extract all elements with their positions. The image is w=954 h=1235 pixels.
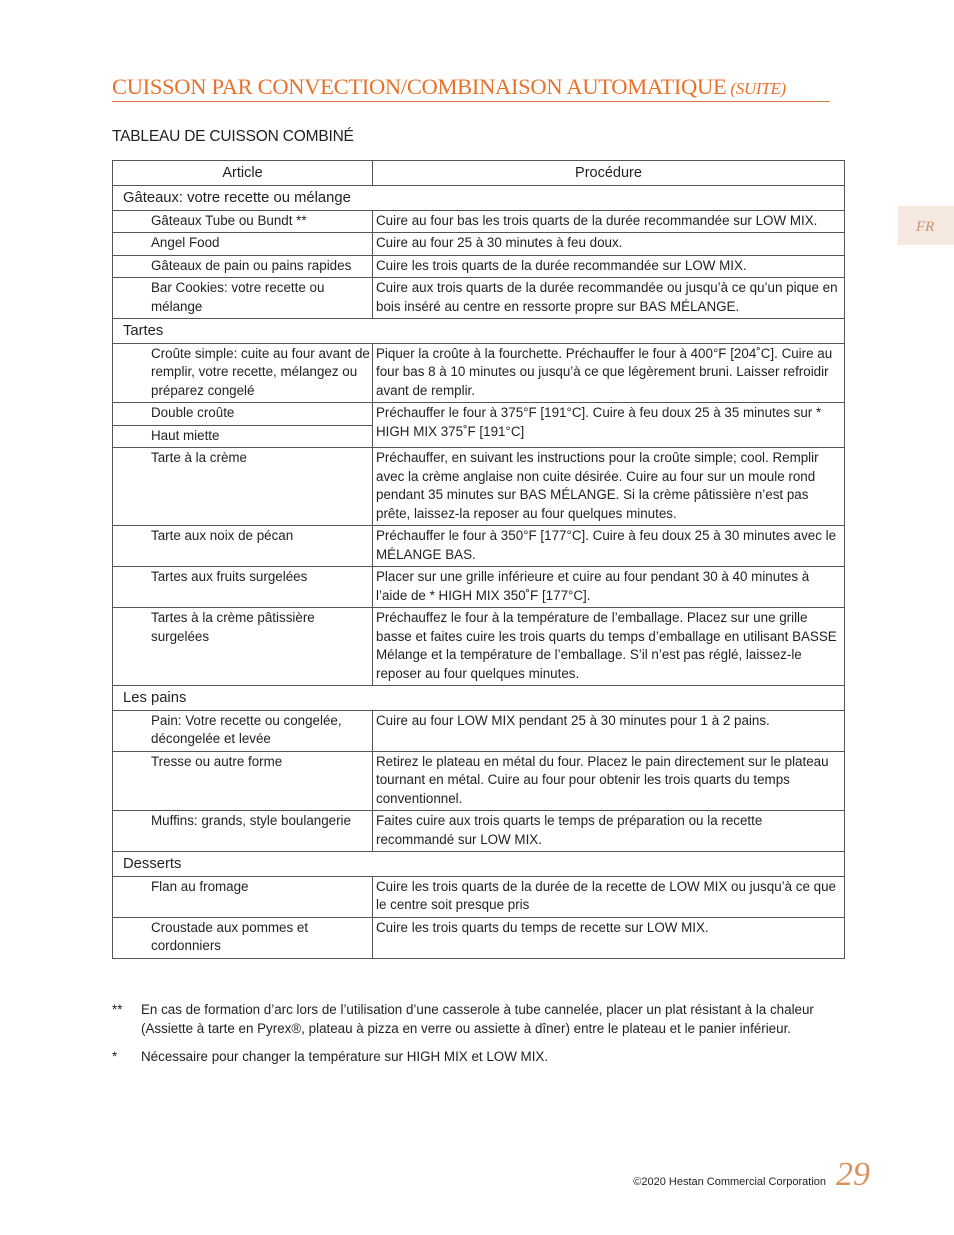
procedure-cell: Préchauffer le four à 375°F [191°C]. Cuire à feu doux 25 à 35 minutes sur * HIGH MIX 375˚F [191°C] bbox=[373, 403, 845, 448]
table-row bbox=[113, 278, 845, 319]
article-cell: Pain: Votre recette ou congelée, décongelée et levée bbox=[113, 710, 373, 751]
procedure-cell: Placer sur une grille inférieure et cuire au four pendant 30 à 40 minutes à l’aide de * HIGH MIX 350˚F [177°C]. bbox=[373, 567, 845, 608]
category-row bbox=[113, 319, 845, 344]
page-title-suffix: (SUITE) bbox=[730, 79, 786, 98]
article-cell: Flan au fromage bbox=[113, 876, 373, 917]
table-row bbox=[113, 210, 845, 233]
article-cell: Angel Food bbox=[113, 233, 373, 256]
procedure-cell: Cuire au four bas les trois quarts de la durée recommandée sur LOW MIX. bbox=[373, 210, 845, 233]
article-cell: Haut miette bbox=[113, 425, 373, 448]
category-label: Desserts bbox=[113, 852, 845, 877]
table-row bbox=[113, 811, 845, 852]
table-row bbox=[113, 608, 845, 686]
column-header-article: Article bbox=[113, 161, 373, 186]
copyright: ©2020 Hestan Commercial Corporation bbox=[633, 1176, 826, 1188]
table-row bbox=[113, 876, 845, 917]
table-row bbox=[113, 917, 845, 958]
table-row bbox=[113, 710, 845, 751]
section-title: TABLEAU DE CUISSON COMBINÉ bbox=[112, 128, 354, 145]
procedure-cell: Cuire les trois quarts de la durée de la recette de LOW MIX ou jusqu’à ce que le centre soit presque pris bbox=[373, 876, 845, 917]
category-row bbox=[113, 852, 845, 877]
article-cell: Bar Cookies: votre recette ou mélange bbox=[113, 278, 373, 319]
procedure-cell: Piquer la croûte à la fourchette. Préchauffer le four à 400°F [204˚C]. Cuire au four bas 8 à 10 minutes ou jusqu’à ce que légèrement bruni. Laisser refroidir avant de remplir. bbox=[373, 343, 845, 403]
page-number: 29 bbox=[836, 1156, 870, 1193]
procedure-cell: Préchauffer, en suivant les instructions pour la croûte simple; cool. Remplir avec la crème anglaise non cuite désirée. Cuire au four sur un moule rond pendant 35 minutes sur BAS MÉLANGE. Si la crème pâtissière n’est pas prête, laissez-la reposer au four quelques minutes. bbox=[373, 448, 845, 526]
footnote-text: En cas de formation d’arc lors de l’utilisation d’une casserole à tube cannelée, placer un plat résistant à la chaleur (Assiette à tarte en Pyrex®, plateau à pizza en verre ou assiette à dîner) entre le plateau et le panier inférieur. bbox=[141, 1002, 814, 1036]
table-row bbox=[113, 526, 845, 567]
procedure-cell: Cuire les trois quarts de la durée recommandée sur LOW MIX. bbox=[373, 255, 845, 278]
article-cell: Gâteaux de pain ou pains rapides bbox=[113, 255, 373, 278]
category-label: Les pains bbox=[113, 686, 845, 711]
footnote bbox=[112, 1047, 845, 1066]
footnote-mark: ** bbox=[112, 1002, 123, 1017]
category-row bbox=[113, 186, 845, 211]
table-row bbox=[113, 255, 845, 278]
article-cell: Tarte aux noix de pécan bbox=[113, 526, 373, 567]
table-row bbox=[113, 448, 845, 526]
footnotes bbox=[112, 1000, 845, 1075]
procedure-cell: Cuire aux trois quarts de la durée recommandée ou jusqu’à ce qu’un pique en bois inséré au centre en ressorte propre sur BAS MÉLANGE. bbox=[373, 278, 845, 319]
article-cell: Tarte à la crème bbox=[113, 448, 373, 526]
procedure-cell: Préchauffer le four à 350°F [177°C]. Cuire à feu doux 25 à 30 minutes avec le MÉLANGE BAS. bbox=[373, 526, 845, 567]
category-label: Gâteaux: votre recette ou mélange bbox=[113, 186, 845, 211]
footnote bbox=[112, 1000, 845, 1038]
procedure-cell: Cuire au four 25 à 30 minutes à feu doux. bbox=[373, 233, 845, 256]
footnote-text: Nécessaire pour changer la température sur HIGH MIX et LOW MIX. bbox=[141, 1049, 549, 1064]
language-tab-label: FR bbox=[916, 219, 935, 235]
language-tab bbox=[898, 206, 954, 245]
article-cell: Croustade aux pommes et cordonniers bbox=[113, 917, 373, 958]
article-cell: Double croûte bbox=[113, 403, 373, 426]
page-title-text: CUISSON PAR CONVECTION/COMBINAISON AUTOMATIQUE bbox=[112, 74, 727, 99]
procedure-cell: Cuire les trois quarts du temps de recette sur LOW MIX. bbox=[373, 917, 845, 958]
table-row bbox=[113, 233, 845, 256]
article-cell: Gâteaux Tube ou Bundt ** bbox=[113, 210, 373, 233]
article-cell: Tartes aux fruits surgelées bbox=[113, 567, 373, 608]
article-cell: Tresse ou autre forme bbox=[113, 751, 373, 811]
table-row bbox=[113, 343, 845, 403]
procedure-cell: Cuire au four LOW MIX pendant 25 à 30 minutes pour 1 à 2 pains. bbox=[373, 710, 845, 751]
article-cell: Muffins: grands, style boulangerie bbox=[113, 811, 373, 852]
footnote-mark: * bbox=[112, 1049, 118, 1064]
column-header-procedure: Procédure bbox=[373, 161, 845, 186]
procedure-cell: Faites cuire aux trois quarts le temps de préparation ou la recette recommandé sur LOW MIX. bbox=[373, 811, 845, 852]
article-cell: Croûte simple: cuite au four avant de remplir, votre recette, mélangez ou préparez congelé bbox=[113, 343, 373, 403]
table-header-row bbox=[113, 161, 845, 186]
page-title bbox=[112, 74, 830, 102]
category-label: Tartes bbox=[113, 319, 845, 344]
procedure-cell: Retirez le plateau en métal du four. Placez le pain directement sur le plateau tournant en métal. Cuire au four pour obtenir les trois quarts du temps conventionnel. bbox=[373, 751, 845, 811]
table-row bbox=[113, 403, 845, 426]
table-row bbox=[113, 567, 845, 608]
cooking-table bbox=[112, 160, 845, 959]
table-row bbox=[113, 751, 845, 811]
procedure-cell: Préchauffez le four à la température de l’emballage. Placez sur une grille basse et faites cuire les trois quarts du temps d’emballage en utilisant BASSE Mélange et la température de l’emballage. S’il n’est pas réglé, laissez-le reposer au four quelques minutes. bbox=[373, 608, 845, 686]
article-cell: Tartes à la crème pâtissière surgelées bbox=[113, 608, 373, 686]
category-row bbox=[113, 686, 845, 711]
